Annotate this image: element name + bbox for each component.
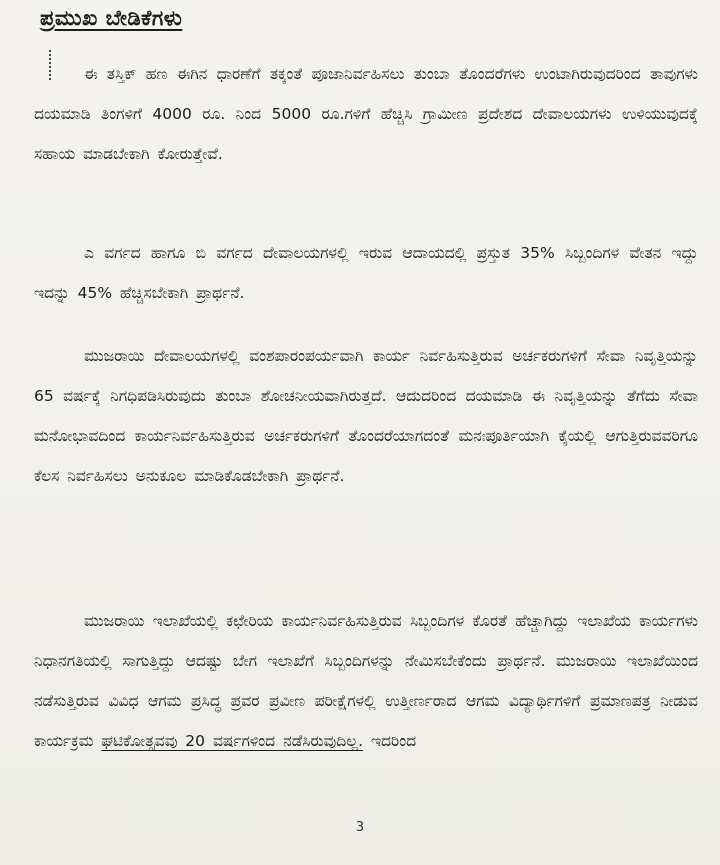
paragraph-2-text: ಎ ವರ್ಗದ ಹಾಗೂ ಬಿ ವರ್ಗದ ದೇವಾಲಯಗಳಲ್ಲಿ ಇರುವ ಆದಾಯದಲ್ಲಿ ಪ್ರಸ್ತುತ 35% ಸಿಬ್ಬಂದಿಗಳ ವೇತನ ಇದ್ದು ಇದನ್ನು 45% ಹೆಚ್ಚಿಸಬೇಕಾಗಿ ಪ್ರಾರ್ಥನೆ. bbox=[34, 244, 698, 302]
paragraph-3-text: ಮುಜರಾಯಿ ದೇವಾಲಯಗಳಲ್ಲಿ ವಂಶಪಾರಂಪರ್ಯವಾಗಿ ಕಾರ್ಯ ನಿರ್ವಹಿಸುತ್ತಿರುವ ಅರ್ಚಕರುಗಳಿಗೆ ಸೇವಾ ನಿವೃತ್ತಿಯನ್ನು 65 ವರ್ಷಕ್ಕೆ ನಿಗಧಿಪಡಿಸಿರುವುದು ತುಂಬಾ ಶೋಚನೀಯವಾಗಿರುತ್ತದೆ. ಆದುದರಿಂದ ದಯಮಾಡಿ ಈ ನಿವೃತ್ತಿಯನ್ನು ತೆಗೆದು ಸೇವಾ ಮನೋಭಾವದಿಂದ ಕಾರ್ಯನಿರ್ವಹಿಸುತ್ತಿರುವ ಅರ್ಚಕರುಗಳಿಗೆ ತೊಂದರೆಯಾಗದಂತೆ ಮನಃಪೂರ್ತಿಯಾಗಿ ಕೈಯಲ್ಲಿ ಆಗುತ್ತಿರುವವರಿಗೂ ಕೆಲಸ ನಿರ್ವಹಿಸಲು ಅನುಕೂಲ ಮಾಡಿಕೊಡಬೇಕಾಗಿ ಪ್ರಾರ್ಥನೆ. bbox=[34, 347, 698, 485]
paragraph-4-text: ಮುಜರಾಯಿ ಇಲಾಖೆಯಲ್ಲಿ ಕಛೇರಿಯ ಕಾರ್ಯನಿರ್ವಹಿಸುತ್ತಿರುವ ಸಿಬ್ಬಂದಿಗಳ ಕೊರತೆ ಹೆಚ್ಚಾಗಿದ್ದು ಇಲಾಖೆಯ ಕಾರ್ಯಗಳು ನಿಧಾನಗತಿಯಲ್ಲಿ ಸಾಗುತ್ತಿದ್ದು ಆದಷ್ಟು ಬೇಗ ಇಲಾಖೆಗೆ ಸಿಬ್ಬಂದಿಗಳನ್ನು ನೇಮಿಸಬೇಕೆಂದು ಪ್ರಾರ್ಥನೆ. ಮುಜರಾಯಿ ಇಲಾಖೆಯಿಂದ ನಡೆಸುತ್ತಿರುವ ವಿವಿಧ ಆಗಮ ಪ್ರಸಿದ್ಧ ಪ್ರವರ ಪ್ರವೀಣ ಪರೀಕ್ಷೆಗಳಲ್ಲಿ ಉತ್ತೀರ್ಣರಾದ ಆಗಮ ವಿದ್ಯಾರ್ಥಿಗಳಿಗೆ ಪ್ರಮಾಣಪತ್ರ ನೀಡುವ ಕಾರ್ಯಕ್ರಮ bbox=[34, 612, 698, 750]
paragraph-4-underlined-text: ಘಟಿಕೋತ್ಸವವು 20 ವರ್ಷಗಳಿಂದ ನಡೆಸಿರುವುದಿಲ್ಲ. bbox=[101, 732, 364, 750]
paragraph-1-text: ಈ ತಸ್ತಿಕ್ ಹಣ ಈಗಿನ ಧಾರಣೆಗೆ ತಕ್ಕಂತೆ ಪೂಜಾನಿರ್ವಹಿಸಲು ತುಂಬಾ ತೊಂದರೆಗಳು ಉಂಟಾಗಿರುವುದರಿಂದ ತಾವುಗಳು ದಯಮಾಡಿ ತಿಂಗಳಿಗೆ 4000 ರೂ. ನಿಂದ 5000 ರೂ.ಗಳಿಗೆ ಹೆಚ್ಚಿಸಿ ಗ್ರಾಮೀಣ ಪ್ರದೇಶದ ದೇವಾಲಯಗಳು ಉಳಿಯುವುದಕ್ಕೆ ಸಹಾಯ ಮಾಡಬೇಕಾಗಿ ಕೋರುತ್ತೇವೆ. bbox=[34, 65, 698, 163]
paragraph-4-trailing-text: ಇದರಿಂದ bbox=[363, 732, 417, 750]
paragraph-2 bbox=[34, 233, 698, 313]
page-heading: ಪ್ರಮುಖ ಬೇಡಿಕೆಗಳು bbox=[40, 6, 183, 30]
page-number: 3 bbox=[355, 820, 365, 835]
paragraph-3 bbox=[34, 336, 698, 496]
paragraph-1 bbox=[34, 54, 698, 174]
paragraph-4 bbox=[34, 601, 698, 761]
